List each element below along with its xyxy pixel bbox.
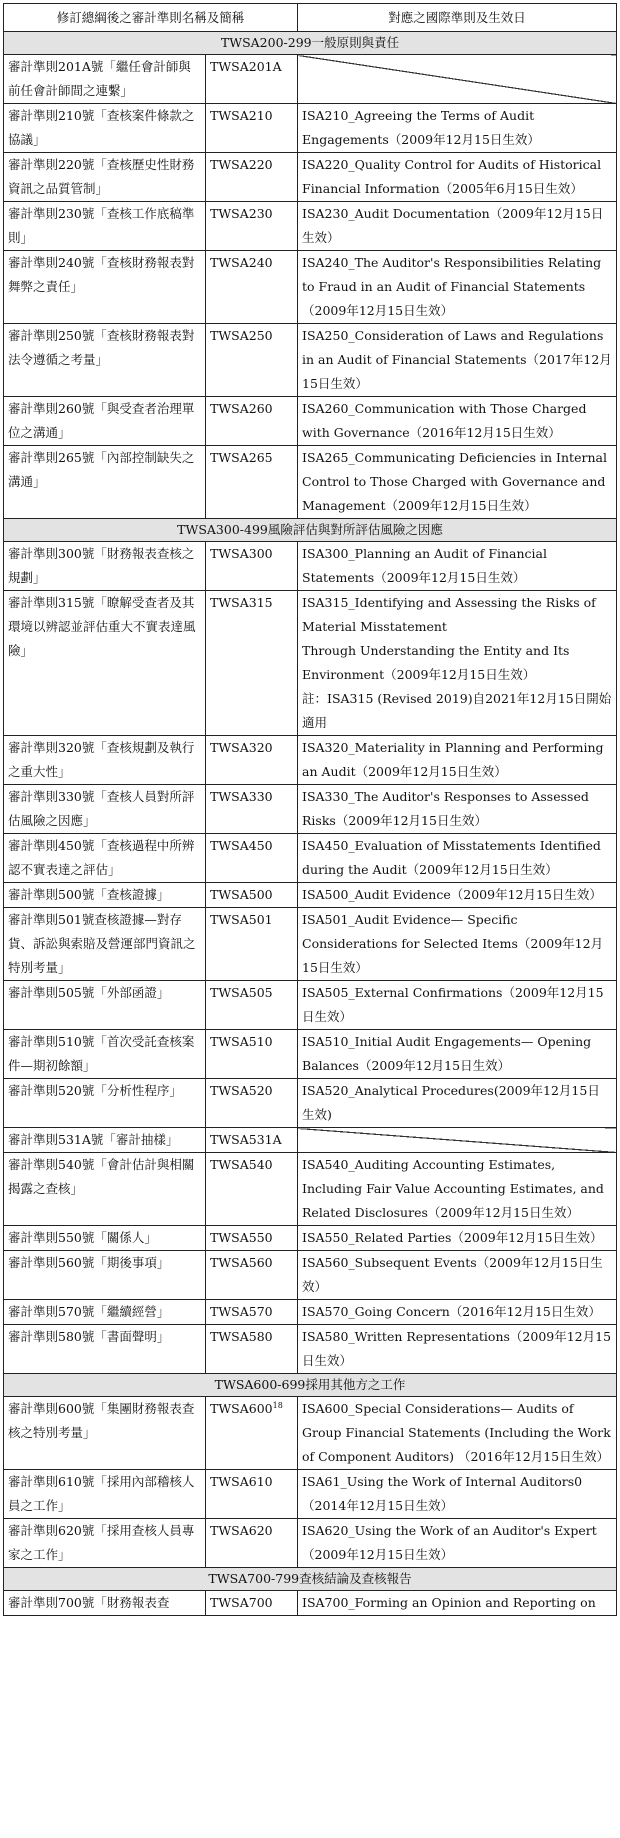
isa-text: ISA220_Quality Control for Audits of Historical Financial Information（2005年6月15日生效） [302,157,602,196]
table-row [4,736,617,785]
isa-text: ISA265_Communicating Deficiencies in Internal Control to Those Charged with Governance and Management（2009年12月15日生效） [302,450,607,513]
isa-mapping-cell [298,785,617,834]
standard-abbr: TWSA500 [210,887,273,902]
standard-abbr-cell [206,104,298,153]
standard-abbr-cell [206,1128,298,1153]
standard-abbr-cell [206,55,298,104]
isa-mapping-cell [298,1251,617,1300]
standard-abbr-cell [206,1470,298,1519]
isa-text: ISA540_Auditing Accounting Estimates, Including Fair Value Accounting Estimates, and Related Disclosures（2009年12月15日生效） [302,1157,604,1220]
table-row [4,591,617,736]
standard-abbr-cell [206,736,298,785]
section-header-row [4,519,617,542]
standard-abbr-cell [206,1030,298,1079]
isa-text: ISA501_Audit Evidence— Specific Considerations for Selected Items（2009年12月15日生效） [302,912,604,975]
standard-name-cell: 審計準則580號「書面聲明」 [4,1325,206,1374]
standard-abbr-cell [206,1325,298,1374]
standard-abbr-cell [206,1591,298,1616]
isa-text: ISA240_The Auditor's Responsibilities Relating to Fraud in an Audit of Financial Statements（2009年12月15日生效） [302,255,602,318]
section-header-row [4,1568,617,1591]
isa-mapping-cell [298,1300,617,1325]
table-row [4,1519,617,1568]
standard-abbr-cell [206,785,298,834]
standard-abbr: TWSA531A [210,1132,282,1147]
standard-abbr: TWSA220 [210,157,273,172]
standard-abbr-cell [206,1300,298,1325]
standard-abbr-cell [206,1397,298,1470]
section-header-row [4,32,617,55]
standard-name-cell: 審計準則240號「查核財務報表對舞弊之責任」 [4,251,206,324]
standard-abbr: TWSA201A [210,59,282,74]
section-title: TWSA200-299一般原則與責任 [4,32,617,55]
isa-text: ISA570_Going Concern（2016年12月15日生效） [302,1304,601,1319]
isa-mapping-cell [298,202,617,251]
isa-text: ISA505_External Confirmations（2009年12月15日生效） [302,985,604,1024]
table-row [4,1226,617,1251]
isa-text: ISA560_Subsequent Events（2009年12月15日生效） [302,1255,603,1294]
isa-text: ISA550_Related Parties（2009年12月15日生效） [302,1230,603,1245]
isa-mapping-cell [298,981,617,1030]
standard-abbr: TWSA600 [210,1401,273,1416]
isa-mapping-cell [298,883,617,908]
isa-text-extra: Through Understanding the Entity and Its Environment（2009年12月15日生效） [302,643,570,682]
standard-abbr: TWSA540 [210,1157,273,1172]
section-title: TWSA300-499風險評估與對所評估風險之因應 [4,519,617,542]
table-body [4,32,617,1616]
table-row [4,202,617,251]
table-row [4,1470,617,1519]
standard-abbr: TWSA315 [210,595,273,610]
isa-text: ISA330_The Auditor's Responses to Assessed Risks（2009年12月15日生效） [302,789,589,828]
standard-abbr: TWSA610 [210,1474,273,1489]
isa-mapping-cell [298,1397,617,1470]
isa-text: ISA260_Communication with Those Charged with Governance（2016年12月15日生效） [302,401,587,440]
standard-abbr: TWSA260 [210,401,273,416]
standards-mapping-document [3,3,616,1616]
standard-abbr-cell [206,1226,298,1251]
isa-text: ISA700_Forming an Opinion and Reporting on [302,1595,596,1610]
isa-text: ISA210_Agreeing the Terms of Audit Engagements（2009年12月15日生效） [302,108,540,147]
standard-name-cell: 審計準則450號「查核過程中所辨認不實表達之評估」 [4,834,206,883]
standard-name-cell: 審計準則220號「查核歷史性財務資訊之品質管制」 [4,153,206,202]
standard-abbr: TWSA330 [210,789,273,804]
isa-mapping-cell [298,1079,617,1128]
isa-mapping-cell [298,446,617,519]
isa-text: ISA600_Special Considerations— Audits of Group Financial Statements (Including the Work of Component Auditors) （2016年12月15日生效） [302,1401,611,1464]
section-title: TWSA600-699採用其他方之工作 [4,1374,617,1397]
standard-abbr-cell [206,834,298,883]
standard-abbr: TWSA560 [210,1255,273,1270]
isa-mapping-cell [298,1325,617,1374]
standard-abbr: TWSA230 [210,206,273,221]
table-row [4,1079,617,1128]
table-header-row [4,4,617,32]
isa-cell-not-applicable [298,1128,617,1153]
standard-name-cell: 審計準則260號「與受查者治理單位之溝通」 [4,397,206,446]
isa-text: ISA620_Using the Work of an Auditor's Expert（2009年12月15日生效） [302,1523,597,1562]
isa-mapping-cell [298,1226,617,1251]
isa-mapping-cell [298,591,617,736]
table-row [4,542,617,591]
isa-text: ISA315_Identifying and Assessing the Risks of Material Misstatement [302,595,596,634]
section-header-row [4,1374,617,1397]
standard-abbr-cell [206,1519,298,1568]
table-row [4,1300,617,1325]
standard-abbr: TWSA265 [210,450,273,465]
isa-cell-not-applicable [298,55,617,104]
standard-abbr-cell [206,153,298,202]
standard-abbr-cell [206,397,298,446]
table-row [4,981,617,1030]
standard-name-cell: 審計準則230號「查核工作底稿準則」 [4,202,206,251]
table-row [4,397,617,446]
isa-text: ISA320_Materiality in Planning and Performing an Audit（2009年12月15日生效） [302,740,604,779]
standard-name-cell: 審計準則201A號「繼任會計師與前任會計師間之連繫」 [4,55,206,104]
table-row [4,1251,617,1300]
standard-name-cell: 審計準則500號「查核證據」 [4,883,206,908]
standard-name-cell: 審計準則570號「繼續經營」 [4,1300,206,1325]
isa-mapping-cell [298,542,617,591]
section-title: TWSA700-799查核結論及查核報告 [4,1568,617,1591]
table-row [4,908,617,981]
standard-abbr-cell [206,591,298,736]
standard-abbr-cell [206,202,298,251]
standard-name-cell: 審計準則700號「財務報表查 [4,1591,206,1616]
standard-name-cell: 審計準則210號「查核案件條款之協議」 [4,104,206,153]
isa-text: ISA300_Planning an Audit of Financial Statements（2009年12月15日生效） [302,546,547,585]
standard-abbr: TWSA501 [210,912,273,927]
table-row [4,1397,617,1470]
standard-abbr: TWSA700 [210,1595,273,1610]
standard-name-cell: 審計準則265號「內部控制缺失之溝通」 [4,446,206,519]
isa-text: ISA580_Written Representations（2009年12月15日生效） [302,1329,612,1368]
standard-abbr: TWSA580 [210,1329,273,1344]
isa-mapping-cell [298,908,617,981]
isa-mapping-cell [298,153,617,202]
isa-mapping-cell [298,1591,617,1616]
standard-name-cell: 審計準則510號「首次受託查核案件—期初餘額」 [4,1030,206,1079]
table-row [4,104,617,153]
standard-abbr: TWSA210 [210,108,273,123]
standard-abbr: TWSA320 [210,740,273,755]
table-row [4,55,617,104]
isa-mapping-cell [298,324,617,397]
isa-mapping-cell [298,834,617,883]
isa-mapping-cell [298,397,617,446]
isa-mapping-cell [298,104,617,153]
standard-name-cell: 審計準則315號「瞭解受查者及其環境以辨認並評估重大不實表達風險」 [4,591,206,736]
isa-text: ISA230_Audit Documentation（2009年12月15日生效） [302,206,604,245]
isa-mapping-cell [298,736,617,785]
standard-abbr-cell [206,908,298,981]
standard-name-cell: 審計準則560號「期後事項」 [4,1251,206,1300]
standard-abbr: TWSA300 [210,546,273,561]
isa-mapping-cell [298,1030,617,1079]
standard-name-cell: 審計準則600號「集團財務報表查核之特別考量」 [4,1397,206,1470]
standards-table [3,3,617,1616]
standard-name-cell: 審計準則531A號「審計抽樣」 [4,1128,206,1153]
standard-abbr-cell [206,883,298,908]
standard-abbr: TWSA570 [210,1304,273,1319]
isa-mapping-cell [298,251,617,324]
isa-text: ISA250_Consideration of Laws and Regulations in an Audit of Financial Statements（2017年12月15日生效） [302,328,612,391]
isa-mapping-cell [298,1519,617,1568]
standard-abbr-cell [206,324,298,397]
table-row [4,324,617,397]
table-row [4,785,617,834]
table-row [4,834,617,883]
standard-name-cell: 審計準則520號「分析性程序」 [4,1079,206,1128]
standard-name-cell: 審計準則320號「查核規劃及執行之重大性」 [4,736,206,785]
standard-name-cell: 審計準則540號「會計估計與相關揭露之查核」 [4,1153,206,1226]
table-row [4,251,617,324]
standard-name-cell: 審計準則550號「關係人」 [4,1226,206,1251]
standard-abbr-cell [206,1079,298,1128]
isa-text: ISA520_Analytical Procedures(2009年12月15日生效) [302,1083,600,1122]
standard-abbr: TWSA520 [210,1083,273,1098]
table-row [4,1591,617,1616]
standard-name-cell: 審計準則620號「採用查核人員專家之工作」 [4,1519,206,1568]
standard-name-cell: 審計準則330號「查核人員對所評估風險之因應」 [4,785,206,834]
isa-text: ISA450_Evaluation of Misstatements Identified during the Audit（2009年12月15日生效） [302,838,601,877]
table-row [4,1325,617,1374]
standard-abbr-cell [206,446,298,519]
standard-abbr: TWSA450 [210,838,273,853]
header-standard-name: 修訂總綱後之審計準則名稱及簡稱 [4,4,298,32]
table-row [4,883,617,908]
table-row [4,1030,617,1079]
standard-abbr: TWSA620 [210,1523,273,1538]
standard-abbr-cell [206,542,298,591]
isa-text: ISA500_Audit Evidence（2009年12月15日生效） [302,887,602,902]
standard-abbr: TWSA505 [210,985,273,1000]
table-row [4,1153,617,1226]
standard-abbr: TWSA240 [210,255,273,270]
table-row [4,153,617,202]
isa-text: ISA61_Using the Work of Internal Auditors0（2014年12月15日生效） [302,1474,583,1513]
standard-name-cell: 審計準則250號「查核財務報表對法令遵循之考量」 [4,324,206,397]
isa-mapping-cell [298,1153,617,1226]
standard-abbr-cell [206,1251,298,1300]
standard-abbr-cell [206,981,298,1030]
footnote-marker: 18 [272,1400,283,1410]
table-row [4,1128,617,1153]
standard-name-cell: 審計準則501號查核證據—對存貨、訴訟與索賠及營運部門資訊之特別考量」 [4,908,206,981]
isa-mapping-cell [298,1470,617,1519]
isa-text-extra: 註：ISA315 (Revised 2019)自2021年12月15日開始適用 [302,691,612,730]
standard-abbr-cell [206,1153,298,1226]
standard-name-cell: 審計準則300號「財務報表查核之規劃」 [4,542,206,591]
standard-abbr-cell [206,251,298,324]
standard-abbr: TWSA550 [210,1230,273,1245]
standard-abbr: TWSA510 [210,1034,273,1049]
header-isa-mapping: 對應之國際準則及生效日 [298,4,617,32]
isa-text: ISA510_Initial Audit Engagements— Opening Balances（2009年12月15日生效） [302,1034,592,1073]
standard-name-cell: 審計準則610號「採用內部稽核人員之工作」 [4,1470,206,1519]
standard-name-cell: 審計準則505號「外部函證」 [4,981,206,1030]
standard-abbr: TWSA250 [210,328,273,343]
table-row [4,446,617,519]
